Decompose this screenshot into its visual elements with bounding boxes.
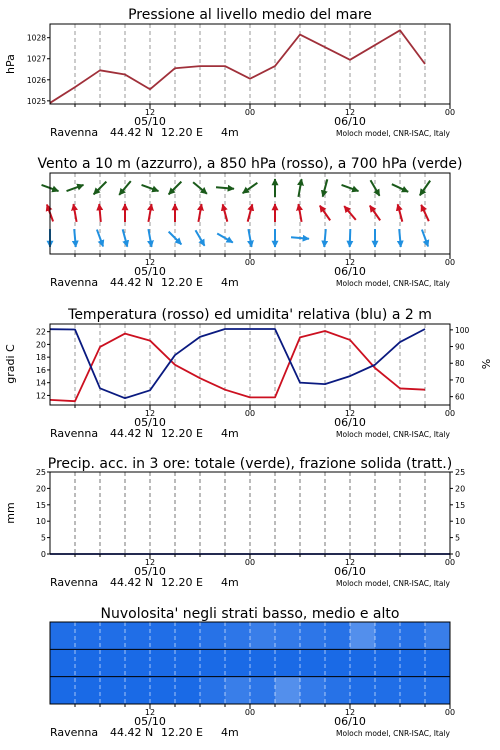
y-tick-label: 16: [35, 365, 46, 375]
wind-arrow: [350, 229, 351, 247]
model-credit: Moloch model, CNR-ISAC, Italy: [336, 129, 450, 138]
cloud-cell: [300, 622, 326, 649]
wind-xaxis: [50, 254, 455, 289]
cloud-cell: [200, 622, 226, 649]
y-tick-label: 0: [455, 550, 461, 559]
y-tick-label: 18: [35, 353, 46, 363]
temperature-yticks: [36, 328, 50, 401]
y-tick-label: 10: [35, 517, 46, 527]
x-tick-label: 00: [244, 108, 256, 117]
cloud-cell: [350, 649, 376, 676]
model-credit: Moloch model, CNR-ISAC, Italy: [336, 279, 450, 288]
pressure-title: Pressione al livello medio del mare: [128, 7, 372, 23]
y-tick-label: 70: [455, 375, 465, 385]
location-lat: 44.42 N: [110, 726, 154, 739]
cloud-cell: [250, 649, 276, 676]
precipitation-yticks-right: [450, 468, 465, 559]
y-tick-label: 20: [35, 340, 46, 350]
precipitation-title: Precip. acc. in 3 ore: totale (verde), frazione solida (tratt.): [47, 456, 453, 472]
location-lon: 12.20 E: [161, 576, 203, 589]
location-lon: 12.20 E: [161, 276, 203, 289]
cloud-cell: [325, 649, 351, 676]
x-tick-label: 12: [344, 558, 356, 567]
y-tick-label: 5: [455, 533, 461, 543]
wind-plot: [42, 179, 431, 247]
pressure-yticks: [27, 34, 50, 106]
location-lat: 44.42 N: [110, 427, 154, 440]
x-tick-label: 12: [344, 258, 356, 267]
wind-arrow: [398, 204, 403, 221]
location-lat: 44.42 N: [110, 576, 154, 589]
location-name: Ravenna: [50, 726, 99, 739]
wind-arrow: [399, 229, 401, 247]
location-lat: 44.42 N: [110, 126, 154, 139]
cloud-cell: [200, 677, 226, 704]
location-name: Ravenna: [50, 427, 99, 440]
cloud-cell: [350, 677, 376, 704]
cloud-cell: [225, 622, 251, 649]
pressure-grid: [75, 24, 425, 104]
cloud-cell: [275, 649, 301, 676]
y-tick-label: 14: [35, 378, 46, 388]
cloud-cell: [300, 649, 326, 676]
x-tick-label: 12: [144, 108, 156, 117]
cloud-cell: [425, 677, 451, 704]
date-label: 06/10: [334, 265, 366, 278]
cloud-cell: [400, 677, 426, 704]
wind-arrow: [298, 204, 301, 222]
x-tick-label: 00: [444, 558, 456, 567]
cloud-cell: [225, 649, 251, 676]
cloud-cell: [125, 622, 151, 649]
x-tick-label: 12: [144, 409, 156, 418]
location-alt: 4m: [221, 576, 239, 589]
x-tick-label: 12: [144, 558, 156, 567]
y-tick-label: 12: [35, 391, 46, 401]
clouds-panel: [50, 606, 455, 739]
pressure-ylabel: hPa: [4, 54, 17, 74]
pressure-panel: [4, 7, 455, 139]
y-tick-label: 1027: [26, 54, 46, 64]
date-label: 06/10: [334, 715, 366, 728]
precipitation-yticks: [36, 468, 50, 559]
precipitation-ylabel: mm: [4, 502, 17, 524]
date-label: 05/10: [134, 416, 166, 429]
pressure-line: [50, 30, 425, 103]
y-tick-label: 20: [35, 484, 46, 494]
wind-arrow: [74, 229, 76, 247]
precipitation-frame: [50, 472, 450, 554]
cloud-cell: [425, 649, 451, 676]
cloud-cell: [75, 622, 101, 649]
cloud-cell: [125, 649, 151, 676]
wind-arrow: [291, 237, 309, 239]
temperature-xaxis: [50, 405, 455, 440]
y-tick-label: 1026: [26, 75, 46, 85]
humidity-yticks: [450, 326, 470, 402]
pressure-plot: [50, 30, 425, 103]
y-tick-label: 15: [455, 500, 466, 510]
cloud-cell: [400, 649, 426, 676]
y-tick-label: 90: [455, 342, 465, 352]
cloud-cell: [100, 622, 126, 649]
cloud-cell: [150, 649, 176, 676]
date-label: 06/10: [334, 565, 366, 578]
cloud-cell: [275, 622, 301, 649]
cloud-cell: [100, 677, 126, 704]
cloud-cell: [75, 677, 101, 704]
wind-arrow: [248, 204, 253, 221]
humidity-ylabel: %: [480, 358, 493, 370]
humidity-line: [50, 329, 425, 398]
location-lon: 12.20 E: [161, 427, 203, 440]
y-tick-label: 5: [40, 533, 46, 543]
precipitation-panel: [4, 456, 465, 589]
x-tick-label: 00: [444, 108, 456, 117]
pressure-xaxis: [50, 104, 455, 139]
date-label: 05/10: [134, 715, 166, 728]
wind-arrow: [198, 204, 201, 222]
cloud-cell: [175, 649, 201, 676]
cloud-cell: [375, 677, 401, 704]
precipitation-xaxis: [50, 554, 455, 589]
cloud-cell: [150, 622, 176, 649]
precipitation-grid: [75, 472, 425, 554]
x-tick-label: 12: [344, 409, 356, 418]
wind-arrow: [243, 183, 258, 193]
location-name: Ravenna: [50, 126, 99, 139]
cloud-cell: [175, 677, 201, 704]
y-tick-label: 22: [35, 327, 46, 337]
temperature-ylabel: gradi C: [4, 344, 17, 384]
temperature-plot: [50, 329, 425, 401]
cloud-cell: [425, 622, 451, 649]
cloud-cell: [275, 677, 301, 704]
cloud-cell: [225, 677, 251, 704]
x-tick-label: 12: [144, 258, 156, 267]
cloud-cell: [250, 677, 276, 704]
wind-arrow: [169, 232, 182, 245]
wind-arrow: [324, 229, 326, 247]
y-tick-label: 100: [455, 325, 470, 335]
date-label: 06/10: [334, 115, 366, 128]
clouds-title: Nuvolosita' negli strati basso, medio e alto: [100, 606, 400, 622]
wind-arrow: [216, 187, 234, 189]
wind-arrow: [148, 204, 151, 222]
y-tick-label: 80: [455, 359, 465, 369]
cloud-cell: [250, 622, 276, 649]
wind-arrow: [99, 204, 101, 222]
cloud-cell: [175, 622, 201, 649]
cloud-cell: [50, 622, 76, 649]
model-credit: Moloch model, CNR-ISAC, Italy: [336, 579, 450, 588]
wind-title: Vento a 10 m (azzurro), a 850 hPa (rosso), a 700 hPa (verde): [37, 156, 463, 172]
clouds-plot: [50, 622, 451, 704]
x-tick-label: 00: [444, 409, 456, 418]
cloud-cell: [325, 677, 351, 704]
location-lat: 44.42 N: [110, 276, 154, 289]
cloud-cell: [400, 622, 426, 649]
x-tick-label: 00: [244, 258, 256, 267]
date-label: 05/10: [134, 265, 166, 278]
wind-panel: [37, 156, 462, 289]
wind-arrow: [217, 234, 233, 243]
cloud-cell: [150, 677, 176, 704]
x-tick-label: 00: [244, 708, 256, 717]
cloud-cell: [100, 649, 126, 676]
temperature-panel: [4, 307, 493, 440]
model-credit: Moloch model, CNR-ISAC, Italy: [336, 729, 450, 738]
cloud-cell: [50, 677, 76, 704]
x-tick-label: 00: [444, 258, 456, 267]
x-tick-label: 00: [444, 708, 456, 717]
x-tick-label: 12: [344, 108, 356, 117]
cloud-cell: [350, 622, 376, 649]
location-lon: 12.20 E: [161, 126, 203, 139]
location-alt: 4m: [221, 276, 239, 289]
y-tick-label: 25: [455, 468, 466, 477]
cloud-cell: [325, 622, 351, 649]
x-tick-label: 12: [144, 708, 156, 717]
cloud-cell: [375, 622, 401, 649]
y-tick-label: 25: [35, 468, 46, 477]
cloud-cell: [375, 649, 401, 676]
date-label: 06/10: [334, 416, 366, 429]
cloud-cell: [50, 649, 76, 676]
y-tick-label: 1028: [26, 33, 46, 43]
cloud-cell: [200, 649, 226, 676]
cloud-cell: [300, 677, 326, 704]
location-alt: 4m: [221, 427, 239, 440]
cloud-cell: [125, 677, 151, 704]
location-name: Ravenna: [50, 576, 99, 589]
clouds-xaxis: [50, 704, 455, 739]
x-tick-label: 12: [344, 708, 356, 717]
y-tick-label: 20: [455, 484, 466, 494]
model-credit: Moloch model, CNR-ISAC, Italy: [336, 430, 450, 439]
date-label: 05/10: [134, 565, 166, 578]
date-label: 05/10: [134, 115, 166, 128]
y-tick-label: 1025: [26, 96, 46, 106]
location-name: Ravenna: [50, 276, 99, 289]
location-lon: 12.20 E: [161, 726, 203, 739]
y-tick-label: 10: [455, 517, 466, 527]
x-tick-label: 00: [244, 558, 256, 567]
wind-arrow: [73, 204, 76, 222]
wind-arrow: [223, 204, 228, 221]
x-tick-label: 00: [244, 409, 256, 418]
y-tick-label: 0: [40, 550, 46, 559]
location-alt: 4m: [221, 726, 239, 739]
y-tick-label: 15: [35, 500, 46, 510]
y-tick-label: 60: [455, 392, 465, 402]
temperature-title: Temperatura (rosso) ed umidita' relativa (blu) a 2 m: [68, 307, 432, 323]
cloud-cell: [75, 649, 101, 676]
location-alt: 4m: [221, 126, 239, 139]
